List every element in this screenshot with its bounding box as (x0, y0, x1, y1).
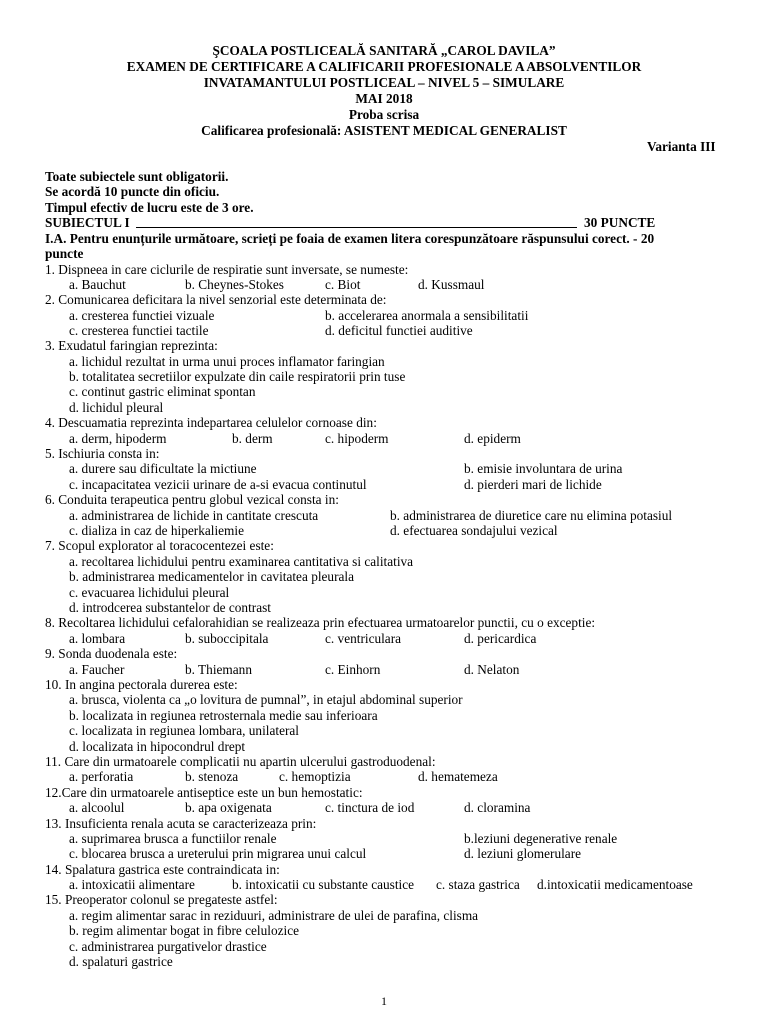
answer-option: b. Thiemann (185, 662, 252, 677)
question-text: 1. Dispneea in care ciclurile de respiratie sunt inversate, se numeste: (45, 262, 409, 277)
question-text: 3. Exudatul faringian reprezinta: (45, 338, 218, 353)
answer-option: c. tinctura de iod (325, 800, 415, 815)
question-text: 11. Care din urmatoarele complicatii nu apartin ulcerului gastroduodenal: (45, 754, 436, 769)
answer-option: d.intoxicatii medicamentoase (537, 877, 693, 892)
question-text: 4. Descuamatia reprezinta indepartarea celulelor cornoase din: (45, 415, 377, 430)
answer-option: c. hemoptizia (279, 769, 351, 784)
exam-title-line1: EXAMEN DE CERTIFICARE A CALIFICARII PROFESIONALE A ABSOLVENTILOR (126, 59, 642, 74)
question-text: 13. Insuficienta renala acuta se caracterizeaza prin: (45, 816, 317, 831)
answer-option: d. lichidul pleural (69, 400, 164, 415)
school-name: ŞCOALA POSTLICEALĂ SANITARĂ „CAROL DAVILA” (212, 43, 556, 58)
answer-option: a. alcoolul (69, 800, 125, 815)
answer-option: a. cresterea functiei vizuale (69, 308, 215, 323)
exam-probe: Proba scrisa (348, 107, 420, 122)
question-text: 6. Conduita terapeutica pentru globul vezical consta in: (45, 492, 339, 507)
answer-option: d. Kussmaul (418, 277, 485, 292)
answer-option: d. Nelaton (464, 662, 520, 677)
answer-option: c. dializa in caz de hiperkaliemie (69, 523, 244, 538)
answer-option: c. cresterea functiei tactile (69, 323, 209, 338)
question-text: 12.Care din urmatoarele antiseptice este un bun hemostatic: (45, 785, 363, 800)
subject-rule (136, 227, 577, 228)
answer-option: b. derm (232, 431, 273, 446)
answer-option: b. localizata in regiunea retrosternala medie sau inferioara (69, 708, 378, 723)
answer-option: a. Faucher (69, 662, 125, 677)
answer-option: b. suboccipitala (185, 631, 269, 646)
answer-option: a. Bauchut (69, 277, 126, 292)
question-text: 8. Recoltarea lichidului cefalorahidian se realizeaza prin efectuarea urmatoarelor punctii, cu o exceptie: (45, 615, 596, 630)
answer-option: a. durere sau dificultate la mictiune (69, 461, 257, 476)
variant-label: Varianta III (647, 139, 716, 154)
answer-option: a. derm, hipoderm (69, 431, 167, 446)
answer-option: c. Einhorn (325, 662, 381, 677)
answer-option: d. localizata in hipocondrul drept (69, 739, 246, 754)
answer-option: c. ventriculara (325, 631, 402, 646)
answer-option: a. brusca, violenta ca „o lovitura de pumnal”, in etajul abdominal superior (69, 692, 463, 707)
answer-option: b. regim alimentar bogat in fibre celulozice (69, 923, 300, 938)
answer-option: b. administrarea de diuretice care nu elimina potasiul (390, 508, 673, 523)
answer-option: b. administrarea medicamentelor in cavitatea pleurala (69, 569, 355, 584)
answer-option: a. lombara (69, 631, 126, 646)
answer-option: c. incapacitatea vezicii urinare de a-si evacua continutul (69, 477, 367, 492)
exam-date: MAI 2018 (355, 91, 413, 106)
answer-option: d. deficitul functiei auditive (325, 323, 473, 338)
answer-option: a. recoltarea lichidului pentru examinarea cantitativa si calitativa (69, 554, 414, 569)
answer-option: c. continut gastric eliminat spontan (69, 384, 256, 399)
question-text: 2. Comunicarea deficitara la nivel senzorial este determinata de: (45, 292, 387, 307)
question-text: 5. Ischiuria consta in: (45, 446, 160, 461)
question-text: 10. In angina pectorala durerea este: (45, 677, 238, 692)
answer-option: b. accelerarea anormala a sensibilitatii (325, 308, 529, 323)
answer-option: c. administrarea purgativelor drastice (69, 939, 267, 954)
answer-option: d. hematemeza (418, 769, 498, 784)
task-instruction-line2: puncte (45, 246, 84, 261)
question-text: 7. Scopul explorator al toracocentezei este: (45, 538, 274, 553)
answer-option: d. epiderm (464, 431, 521, 446)
answer-option: d. pericardica (464, 631, 537, 646)
subject-title: SUBIECTUL I (45, 215, 130, 230)
answer-option: a. regim alimentar sarac in reziduuri, administrare de ulei de parafina, clisma (69, 908, 479, 923)
instruction-2: Se acordă 10 puncte din oficiu. (45, 184, 220, 199)
subject-points: 30 PUNCTE (584, 215, 656, 230)
answer-option: c. evacuarea lichidului pleural (69, 585, 230, 600)
answer-option: a. intoxicatii alimentare (69, 877, 195, 892)
answer-option: c. blocarea brusca a ureterului prin migrarea unui calcul (69, 846, 367, 861)
question-text: 14. Spalatura gastrica este contraindicata in: (45, 862, 280, 877)
answer-option: d. pierderi mari de lichide (464, 477, 602, 492)
answer-option: b. totalitatea secretiilor expulzate din caile respiratorii prin tuse (69, 369, 406, 384)
instruction-3: Timpul efectiv de lucru este de 3 ore. (45, 200, 254, 215)
qualification: Calificarea profesională: ASISTENT MEDICAL GENERALIST (201, 123, 567, 138)
answer-option: b. intoxicatii cu substante caustice (232, 877, 415, 892)
question-text: 9. Sonda duodenala este: (45, 646, 178, 661)
answer-option: d. efectuarea sondajului vezical (390, 523, 558, 538)
answer-option: d. cloramina (464, 800, 531, 815)
answer-option: d. introdcerea substantelor de contrast (69, 600, 271, 615)
page-number: 1 (381, 994, 387, 1008)
answer-option: c. staza gastrica (436, 877, 520, 892)
answer-option: d. leziuni glomerulare (464, 846, 582, 861)
answer-option: b.leziuni degenerative renale (464, 831, 618, 846)
answer-option: c. hipoderm (325, 431, 389, 446)
answer-option: c. Biot (325, 277, 361, 292)
answer-option: a. perforatia (69, 769, 134, 784)
question-text: 15. Preoperator colonul se pregateste astfel: (45, 892, 278, 907)
answer-option: b. Cheynes-Stokes (185, 277, 284, 292)
instruction-1: Toate subiectele sunt obligatorii. (45, 169, 229, 184)
answer-option: a. lichidul rezultat in urma unui proces inflamator faringian (69, 354, 385, 369)
answer-option: b. emisie involuntara de urina (464, 461, 623, 476)
task-instruction-line1: I.A. Pentru enunțurile următoare, scrieți pe foaia de examen litera corespunzătoare răspunsului corect. - 20 (45, 231, 655, 246)
answer-option: a. suprimarea brusca a functiilor renale (69, 831, 277, 846)
answer-option: b. stenoza (185, 769, 239, 784)
answer-option: d. spalaturi gastrice (69, 954, 173, 969)
answer-option: b. apa oxigenata (185, 800, 272, 815)
exam-title-line2: INVATAMANTULUI POSTLICEAL – NIVEL 5 – SIMULARE (203, 75, 565, 90)
answer-option: c. localizata in regiunea lombara, unilateral (69, 723, 299, 738)
answer-option: a. administrarea de lichide in cantitate crescuta (69, 508, 319, 523)
